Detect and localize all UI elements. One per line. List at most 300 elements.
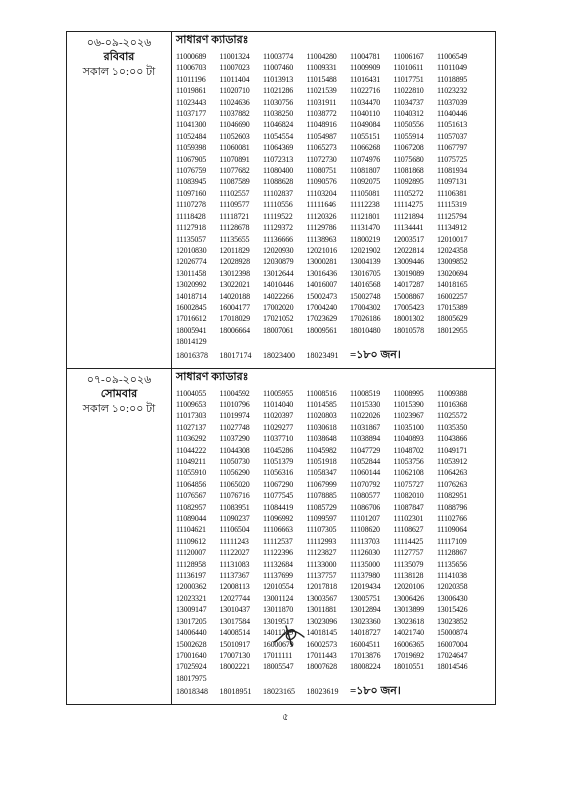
roll-number: 11055151 (350, 131, 381, 141)
roll-number: 11037039 (437, 97, 468, 107)
roll-number: 11004280 (306, 52, 337, 61)
roll-number: 11037177 (176, 109, 207, 119)
roll-number: 11081807 (350, 166, 381, 176)
roll-number: 12028928 (219, 257, 250, 267)
roll-number: 11102837 (263, 188, 293, 198)
roll-number: 11076567 (176, 491, 207, 501)
roll-number: 18009561 (306, 325, 337, 335)
roll-number: 13012894 (350, 605, 381, 615)
roll-number: 16004177 (219, 302, 250, 312)
roll-number: 12010017 (437, 234, 468, 244)
roll-number: 11122027 (219, 548, 250, 558)
roll-number: 11102766 (437, 514, 467, 524)
roll-number: 11119522 (263, 211, 293, 221)
roll-number: 13003567 (306, 593, 337, 603)
roll-number: 11074976 (350, 154, 381, 164)
roll-number: 11062108 (393, 468, 424, 478)
roll-number: 13006430 (437, 593, 468, 603)
roll-number: 11067208 (393, 143, 424, 153)
roll-number: 11054987 (306, 131, 337, 141)
roll-number: 11137699 (263, 571, 293, 581)
roll-number: 15000874 (437, 628, 468, 638)
roll-number: 18023400 (263, 350, 295, 360)
roll-number: 11112993 (306, 536, 337, 546)
roll-number: 11020397 (263, 411, 294, 421)
roll-number: 11004055 (176, 388, 207, 398)
roll-number: 11015488 (306, 74, 337, 84)
roll-number: 18005629 (437, 314, 468, 324)
roll-number: 11104621 (176, 525, 206, 535)
roll-number: 11052603 (219, 131, 250, 141)
roll-number: 13013899 (393, 605, 424, 615)
roll-number: 18016378 (176, 350, 208, 360)
roll-number: 17011111 (263, 650, 293, 660)
roll-number: 15002748 (350, 291, 381, 301)
roll-number: 13009852 (437, 257, 468, 267)
roll-number: 11137367 (219, 571, 250, 581)
date-cell (67, 368, 172, 705)
roll-number: 11109612 (176, 536, 206, 546)
roll-number: 13016705 (350, 268, 381, 278)
roll-number: 11081934 (437, 166, 468, 176)
roll-number: 11013913 (263, 74, 294, 84)
roll-number: 11066268 (350, 143, 381, 153)
roll-number: 12026774 (176, 257, 207, 267)
roll-number: 11128958 (176, 559, 206, 569)
roll-number: 11031911 (306, 97, 337, 107)
roll-number: 11092895 (393, 177, 424, 187)
roll-number: 17018029 (219, 314, 250, 324)
roll-number: 11092075 (350, 177, 381, 187)
roll-number: 18010551 (393, 662, 424, 672)
roll-number: 11076716 (219, 491, 250, 501)
roll-number: 12021016 (306, 245, 337, 255)
roll-number: 17021052 (263, 314, 294, 324)
roll-number: 11047729 (350, 445, 381, 455)
roll-number: 18023619 (306, 687, 339, 697)
roll-number: 11019974 (219, 411, 250, 421)
roll-number: 11106381 (437, 188, 467, 198)
cadre-heading: সাধারণ ক্যাডারঃ (176, 34, 249, 46)
roll-number: 11035350 (437, 422, 468, 432)
roll-number: 11008519 (350, 388, 381, 398)
roll-number: 13010437 (219, 605, 250, 615)
roll-number: 11024636 (219, 97, 250, 107)
roll-number: 11114425 (393, 536, 424, 546)
roll-number: 11075727 (393, 479, 424, 489)
roll-number: 11088628 (263, 177, 294, 187)
roll-number: 14022266 (263, 291, 294, 301)
roll-number: 11007460 (263, 63, 294, 73)
roll-number: 11010796 (219, 399, 250, 409)
roll-number: 11120326 (306, 211, 337, 221)
roll-number: 11027137 (176, 422, 207, 432)
roll-number: 11088796 (437, 502, 468, 512)
roll-number: 16004511 (350, 639, 381, 649)
roll-number: 11084419 (263, 502, 294, 512)
roll-number: 11115319 (437, 200, 467, 210)
exam-schedule-table (66, 31, 496, 705)
roll-number: 18018348 (176, 687, 208, 697)
roll-number: 11085729 (306, 502, 337, 512)
roll-number: 11038894 (350, 434, 381, 444)
roll-number: 11107305 (306, 525, 337, 535)
roll-number: 11097160 (176, 188, 207, 198)
roll-number: 11021286 (263, 86, 294, 96)
roll-number: 11020803 (306, 411, 337, 421)
roll-number: 17002020 (263, 302, 294, 312)
roll-number: 11031867 (350, 422, 381, 432)
roll-number: 11017751 (393, 74, 424, 84)
roll-number: 11107278 (176, 200, 206, 210)
roll-number: 13009446 (393, 257, 424, 267)
roll-number: 11053756 (393, 457, 424, 466)
roll-number: 11001324 (219, 52, 250, 61)
roll-number: 11105081 (350, 188, 380, 198)
roll-number: 11129786 (306, 223, 337, 233)
roll-number: 11044308 (219, 445, 250, 455)
roll-number: 11105272 (393, 188, 424, 198)
roll-number: 11050730 (219, 457, 250, 466)
roll-number: 13023618 (393, 616, 424, 626)
roll-number: 11065273 (306, 143, 337, 153)
roll-number: 12011829 (219, 245, 250, 255)
roll-number: 13023852 (437, 616, 468, 626)
roll-number: 11023967 (393, 411, 424, 421)
roll-number: 16002257 (437, 291, 468, 301)
roll-number: 11078885 (306, 491, 337, 501)
roll-number: 11102301 (393, 514, 424, 524)
roll-number: 11044222 (176, 445, 207, 455)
roll-number: 11056290 (219, 468, 250, 478)
roll-number: 11034737 (393, 97, 424, 107)
roll-number: 11128678 (219, 223, 250, 233)
roll-number: 17015389 (437, 302, 468, 312)
roll-number: 12019434 (350, 582, 381, 592)
roll-number: 11067999 (306, 479, 337, 489)
roll-number: 11009331 (306, 63, 337, 73)
roll-number: 17013876 (350, 650, 381, 660)
roll-number: 11127918 (176, 223, 206, 233)
roll-number: 11064369 (263, 143, 294, 153)
roll-number: 11022026 (350, 411, 381, 421)
roll-number: 18005941 (176, 325, 207, 335)
roll-number: 11052484 (176, 131, 207, 141)
signature-mark (270, 622, 310, 650)
roll-number: 11045286 (263, 445, 294, 455)
roll-number: 11040312 (393, 109, 424, 119)
roll-number: 11004592 (219, 388, 250, 398)
roll-number: 11072313 (263, 154, 294, 164)
roll-number: 11051918 (306, 457, 337, 466)
roll-number: 11054554 (263, 131, 294, 141)
roll-number: 11040893 (393, 434, 424, 444)
roll-number: 11131470 (350, 223, 380, 233)
roll-number: 18010480 (350, 325, 381, 335)
roll-number: 11049211 (176, 457, 206, 466)
roll-number: 13006426 (393, 593, 424, 603)
roll-number: 11022716 (350, 86, 381, 96)
roll-number: 14011289 (263, 628, 294, 638)
roll-number: 11011049 (437, 63, 467, 73)
roll-number: 11134912 (437, 223, 467, 233)
roll-number: 11133000 (306, 559, 337, 569)
roll-number: 18014129 (176, 337, 207, 347)
roll-number: 11118428 (176, 211, 206, 221)
candidate-total: =১৮০ জন। (350, 685, 401, 698)
roll-number: 11037290 (219, 434, 250, 444)
roll-number: 15002473 (306, 291, 337, 301)
roll-number: 11097131 (437, 177, 468, 187)
roll-number: 11077545 (263, 491, 294, 501)
roll-number: 11059398 (176, 143, 207, 153)
roll-number: 18023491 (306, 350, 339, 360)
roll-number: 13005751 (350, 593, 381, 603)
candidate-total: =১৮০ জন। (350, 348, 401, 361)
roll-number: 14018714 (176, 291, 207, 301)
roll-number: 11072730 (306, 154, 337, 164)
roll-number: 11121894 (393, 211, 424, 221)
roll-number: 11106663 (263, 525, 293, 535)
roll-number: 17005423 (393, 302, 424, 312)
roll-number: 13012398 (219, 268, 250, 278)
roll-number: 11080400 (263, 166, 294, 176)
roll-number: 11075725 (437, 154, 468, 164)
roll-number: 11015390 (393, 399, 424, 409)
roll-number: 11030756 (263, 97, 294, 107)
roll-number: 16007004 (437, 639, 468, 649)
roll-number: 11076759 (176, 166, 207, 176)
roll-number: 11137757 (306, 571, 337, 581)
roll-number: 11099597 (306, 514, 337, 524)
roll-number: 11087847 (393, 502, 424, 512)
roll-number: 11005955 (263, 388, 294, 398)
roll-number: 11111646 (306, 200, 336, 210)
roll-number: 11067797 (437, 143, 468, 153)
roll-number: 11067290 (263, 479, 294, 489)
roll-number: 11101207 (350, 514, 380, 524)
exam-time: সকাল ১০:০০ টা (82, 66, 156, 78)
roll-number: 11048916 (306, 120, 337, 130)
roll-number: 11053912 (437, 457, 468, 466)
roll-number: 12020106 (393, 582, 424, 592)
roll-number: 13001124 (263, 593, 294, 603)
roll-number: 11082951 (437, 491, 468, 501)
roll-number: 11009909 (350, 63, 381, 73)
roll-number: 17011443 (306, 650, 337, 660)
roll-number: 11136666 (263, 234, 293, 244)
roll-number: 11109064 (437, 525, 467, 535)
roll-number: 17016612 (176, 314, 207, 324)
roll-number: 11006549 (437, 52, 468, 61)
roll-number: 11113703 (350, 536, 380, 546)
roll-number: 14020188 (219, 291, 250, 301)
roll-number: 13020992 (176, 280, 207, 290)
roll-number: 11027748 (219, 422, 250, 432)
roll-number: 11060081 (219, 143, 250, 153)
roll-number: 11011404 (219, 74, 250, 84)
roll-number: 11036292 (176, 434, 207, 444)
cadre-heading: সাধারণ ক্যাডারঃ (176, 370, 249, 383)
exam-time: সকাল ১০:০০ টা (82, 402, 156, 415)
roll-number: 11118721 (219, 211, 250, 221)
roll-number: 11128867 (437, 548, 467, 558)
roll-number: 11038250 (263, 109, 294, 119)
roll-number: 11038772 (306, 109, 337, 119)
roll-number: 11082957 (176, 502, 207, 512)
roll-number: 11019861 (176, 86, 207, 96)
roll-number: 11110556 (263, 200, 293, 210)
roll-number: 11090576 (306, 177, 337, 187)
roll-number: 18001302 (393, 314, 424, 324)
roll-number: 17004302 (350, 302, 381, 312)
roll-number: 13017205 (176, 616, 207, 626)
roll-number: 18018951 (219, 687, 252, 697)
exam-day: রবিবার (103, 51, 135, 63)
roll-number: 11049171 (437, 445, 468, 455)
roll-number: 11135079 (393, 559, 424, 569)
roll-number: 18017975 (176, 673, 207, 683)
roll-number: 11109577 (219, 200, 250, 210)
roll-number: 11108620 (350, 525, 380, 535)
roll-number: 13019517 (263, 616, 294, 626)
roll-number: 18014546 (437, 662, 468, 672)
roll-number: 18012955 (437, 325, 468, 335)
roll-number: 11080751 (306, 166, 337, 176)
roll-number: 11135000 (350, 559, 380, 569)
roll-number: 11800219 (350, 234, 381, 244)
roll-number: 12021902 (350, 245, 381, 255)
roll-number: 12020358 (437, 582, 468, 592)
roll-number: 11023443 (176, 97, 207, 107)
roll-number: 17004240 (306, 302, 337, 312)
roll-number: 18002221 (219, 662, 250, 672)
roll-number: 13023360 (350, 616, 381, 626)
roll-number: 11006703 (176, 63, 207, 73)
roll-number: 11132684 (263, 559, 293, 569)
roll-number: 18008224 (350, 662, 381, 672)
roll-number: 11055910 (176, 468, 207, 478)
roll-number: 13009147 (176, 605, 207, 615)
roll-number: 11131083 (219, 559, 250, 569)
schedule-row-day1 (67, 32, 496, 369)
roll-number: 12003517 (393, 234, 424, 244)
roll-number: 11123827 (306, 548, 337, 558)
roll-number: 11055914 (393, 131, 424, 141)
roll-number: 13004139 (350, 257, 381, 267)
roll-number: 11035100 (393, 422, 424, 432)
roll-number: 11060144 (350, 468, 381, 478)
roll-number: 11135656 (437, 559, 467, 569)
roll-number: 11134441 (393, 223, 424, 233)
roll-number: 11114275 (393, 200, 424, 210)
roll-number: 11045982 (306, 445, 337, 455)
roll-number-last-line (172, 684, 495, 704)
roll-number: 11000689 (176, 52, 207, 61)
roll-number: 11009653 (176, 399, 207, 409)
roll-number: 11077682 (219, 166, 250, 176)
roll-number: 17007130 (219, 650, 250, 660)
roll-number: 14016568 (350, 280, 381, 290)
roll-number: 17026186 (350, 314, 381, 324)
roll-number: 11106504 (219, 525, 250, 535)
roll-number: 14018727 (350, 628, 381, 638)
roll-number: 11022810 (393, 86, 424, 96)
roll-number: 14006440 (176, 628, 207, 638)
roll-number: 18006664 (219, 325, 250, 335)
roll-number: 11016368 (437, 399, 468, 409)
roll-number: 11007023 (219, 63, 250, 73)
roll-number: 18007628 (306, 662, 337, 672)
roll-number: 12024358 (437, 245, 468, 255)
date-cell (67, 32, 172, 369)
roll-number: 11046824 (263, 120, 294, 130)
roll-number: 17024647 (437, 650, 468, 660)
roll-number: 14018145 (306, 628, 337, 638)
roll-number: 12010830 (176, 245, 207, 255)
roll-number: 11087589 (219, 177, 250, 187)
roll-number: 11070792 (350, 479, 381, 489)
roll-number: 13017584 (219, 616, 250, 626)
roll-number: 14010446 (263, 280, 294, 290)
roll-number: 16006365 (393, 639, 424, 649)
roll-number: 11040446 (437, 109, 468, 119)
roll-number: 11040110 (350, 109, 380, 119)
roll-number: 11096992 (263, 514, 294, 524)
roll-number: 11008995 (393, 388, 424, 398)
roll-number: 11137980 (350, 571, 380, 581)
roll-number: 11037710 (263, 434, 294, 444)
schedule-row-day2 (67, 368, 496, 705)
roll-number: 11112537 (263, 536, 293, 546)
roll-number: 11050556 (393, 120, 424, 130)
roll-number: 14017287 (393, 280, 424, 290)
roll-number: 11076263 (437, 479, 468, 489)
roll-number: 11006167 (393, 52, 424, 61)
exam-day: সোমবার (100, 387, 138, 400)
roll-number: 11070891 (219, 154, 250, 164)
roll-number: 16000679 (263, 639, 294, 649)
roll-number: 15008867 (393, 291, 424, 301)
roll-number: 13022021 (219, 280, 250, 290)
roll-number: 11121801 (350, 211, 380, 221)
roll-number: 18023165 (263, 687, 295, 697)
roll-number: 11064263 (437, 468, 468, 478)
roll-number: 11021539 (306, 86, 337, 96)
roll-number: 11029277 (263, 422, 294, 432)
roll-number: 14021740 (393, 628, 424, 638)
roll-number: 13020694 (437, 268, 468, 278)
roll-number: 13015426 (437, 605, 468, 615)
roll-number: 11046690 (219, 120, 250, 130)
roll-number: 12008113 (219, 582, 250, 592)
roll-number: 11138963 (306, 234, 337, 244)
roll-number: 11056316 (263, 468, 294, 478)
roll-number: 11014040 (263, 399, 294, 409)
roll-number: 11135057 (176, 234, 206, 244)
roll-number: 11103204 (306, 188, 337, 198)
roll-number: 11065020 (219, 479, 250, 489)
roll-number: 11025572 (437, 411, 468, 421)
roll-number: 11081868 (393, 166, 424, 176)
roll-number: 13011881 (306, 605, 337, 615)
roll-number: 11117109 (437, 536, 467, 546)
roll-number: 11083945 (176, 177, 207, 187)
roll-number: 13023096 (306, 616, 337, 626)
roll-number: 11051379 (263, 457, 294, 466)
roll-number: 11064856 (176, 479, 207, 489)
roll-number: 18010578 (393, 325, 424, 335)
